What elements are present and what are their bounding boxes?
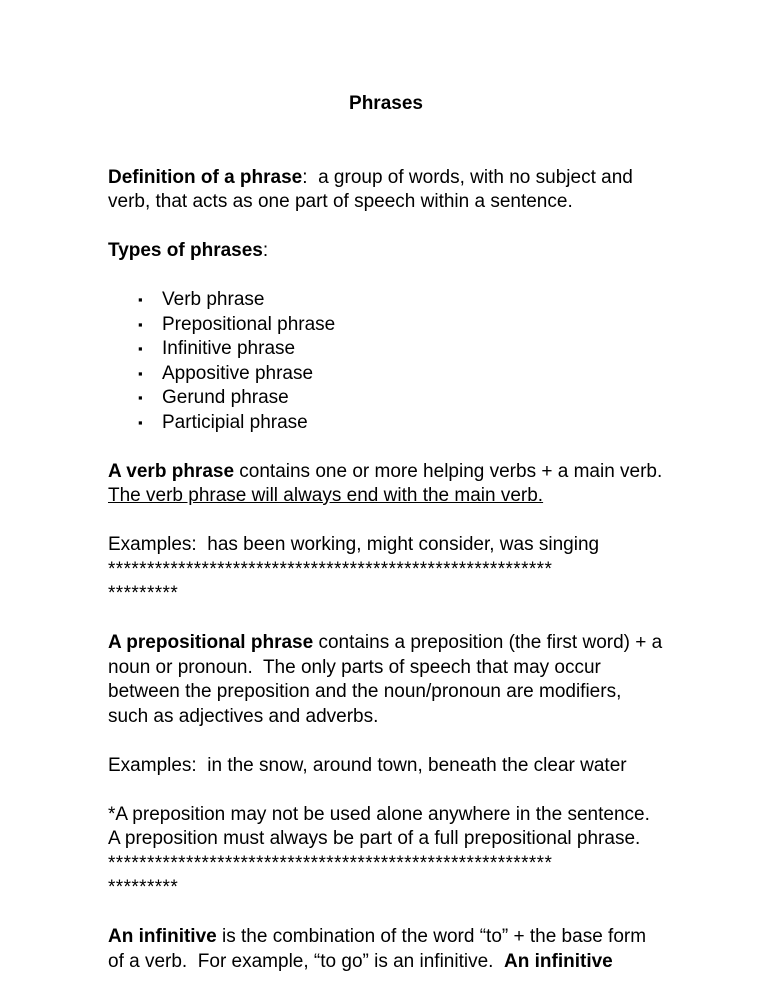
list-item: [108, 386, 664, 411]
text: : a group of words, with no subject and: [302, 166, 633, 188]
bold-text: An infinitive: [108, 926, 217, 947]
bullet-square-icon: ▪: [138, 390, 143, 405]
paragraph: [108, 925, 664, 974]
text-line: [108, 190, 664, 215]
bullet-square-icon: ▪: [138, 365, 143, 381]
list-item-label: Verb phrase: [162, 289, 265, 310]
text-line: [108, 631, 664, 656]
text: :: [262, 240, 269, 261]
list-item-label: Gerund phrase: [162, 387, 289, 408]
paragraph: [108, 533, 664, 607]
text-line: [108, 166, 664, 191]
text: *********************************************************: [108, 558, 553, 580]
text: is the combination of the word “to” + the base form: [216, 926, 647, 947]
paragraph: [108, 754, 664, 779]
list-item: [108, 362, 664, 387]
text-line: [108, 533, 664, 558]
bullet-square-icon: ▪: [138, 341, 143, 356]
text-line: [108, 803, 664, 828]
text-line: [108, 827, 664, 852]
text-line: [108, 754, 664, 779]
document-title: Phrases: [349, 93, 423, 114]
text: Examples: in the snow, around town, beneath the clear water: [108, 754, 627, 776]
bold-text: Types of phrases: [108, 240, 263, 261]
list-item-label: Prepositional phrase: [162, 313, 336, 335]
bold-text: An infinitive: [504, 950, 613, 972]
text: Examples: has been working, might consider, was singing: [108, 534, 600, 555]
text-line: [108, 950, 664, 975]
text: such as adjectives and adverbs.: [108, 705, 379, 727]
text: contains a preposition (the first word) + a: [313, 632, 663, 653]
bold-text: Definition of a phrase: [108, 166, 303, 188]
text: *********: [108, 877, 179, 898]
paragraph: [108, 460, 664, 509]
text: A preposition must always be part of a full prepositional phrase.: [108, 828, 641, 849]
text-line: [108, 239, 664, 264]
text: *********: [108, 583, 179, 604]
bullet-square-icon: ▪: [138, 414, 143, 430]
list-item: [108, 411, 664, 436]
text: between the preposition and the noun/pronoun are modifiers,: [108, 681, 622, 702]
text-line: [108, 484, 664, 509]
text-line: [108, 656, 664, 681]
bullet-square-icon: ▪: [138, 292, 143, 307]
text-line: [108, 680, 664, 705]
text-line: [108, 558, 664, 583]
list-item-label: Participial phrase: [162, 411, 308, 433]
bullet-square-icon: ▪: [138, 316, 143, 332]
list-item: [108, 337, 664, 362]
text: noun or pronoun. The only parts of speech that may occur: [108, 656, 601, 678]
paragraph: [108, 239, 664, 264]
bold-text: A prepositional phrase: [108, 632, 314, 653]
bold-text: A verb phrase: [108, 460, 235, 482]
document-body: [108, 166, 664, 975]
text-line: [108, 460, 664, 485]
text: of a verb. For example, “to go” is an infinitive.: [108, 950, 505, 972]
list-item-label: Appositive phrase: [162, 362, 314, 384]
bullet-list: [108, 288, 664, 435]
text: contains one or more helping verbs + a main verb.: [234, 460, 663, 482]
text: *********************************************************: [108, 852, 553, 874]
list-item: [108, 313, 664, 338]
text-line: [108, 852, 664, 877]
list-item: [108, 288, 664, 313]
text: verb, that acts as one part of speech within a sentence.: [108, 191, 573, 212]
text-line: [108, 582, 664, 607]
text-line: [108, 705, 664, 730]
list-item-label: Infinitive phrase: [162, 338, 296, 359]
paragraph: [108, 803, 664, 901]
underlined-text: The verb phrase will always end with the main verb.: [108, 485, 544, 506]
paragraph: [108, 631, 664, 729]
text: *A preposition may not be used alone anywhere in the sentence.: [108, 803, 650, 825]
text-line: [108, 925, 664, 950]
text-line: [108, 876, 664, 901]
paragraph: [108, 166, 664, 215]
